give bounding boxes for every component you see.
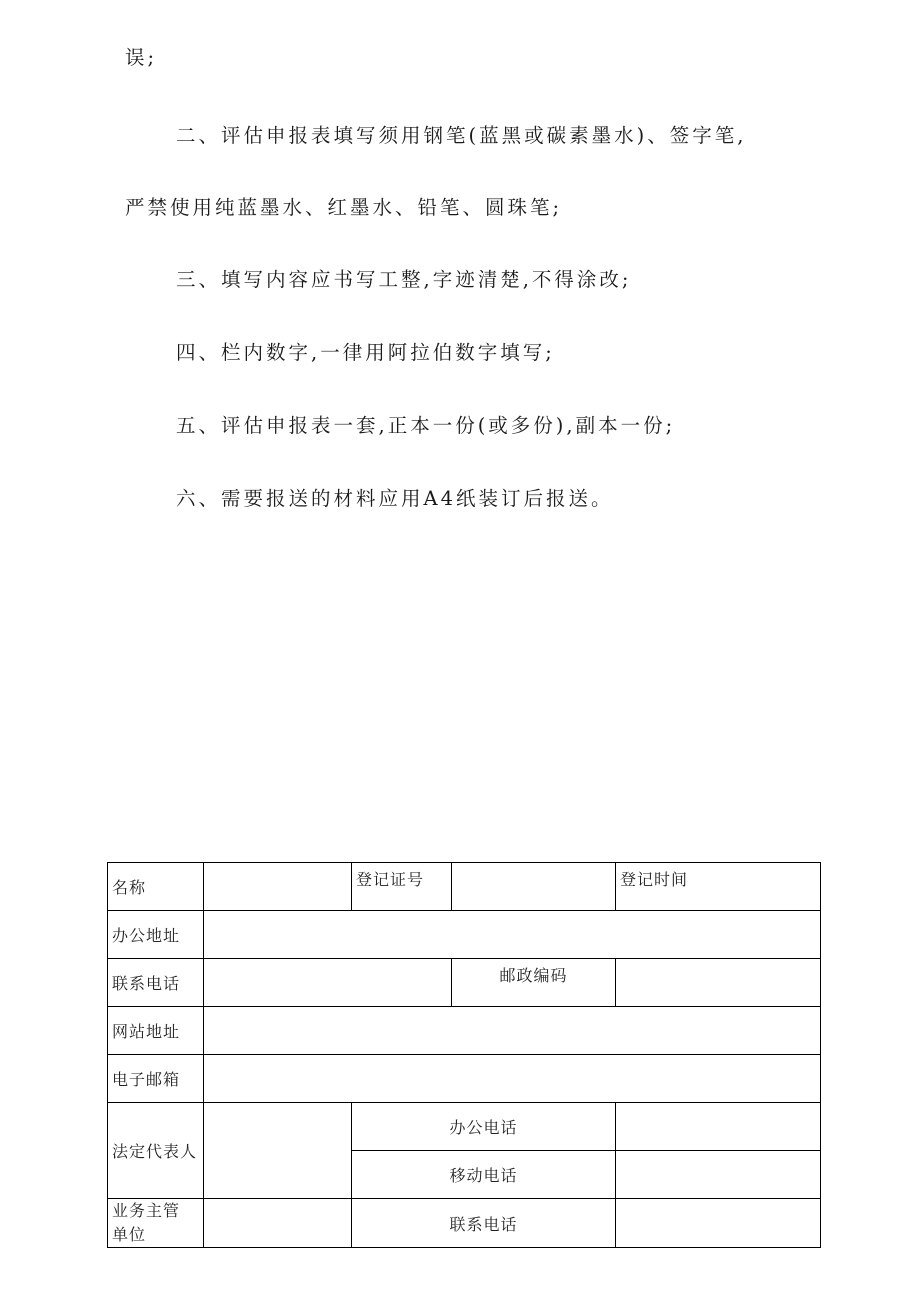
email-value[interactable] bbox=[204, 1055, 821, 1103]
instruction-item-2: 二、评估申报表填写须用钢笔(蓝黑或碳素墨水)、签字笔, bbox=[176, 124, 747, 147]
instruction-item-3: 三、填写内容应书写工整,字迹清楚,不得涂改; bbox=[176, 268, 632, 291]
form-row-email bbox=[108, 1055, 821, 1103]
form-row-contact bbox=[108, 959, 821, 1007]
supervisor-label bbox=[108, 1199, 204, 1248]
office-phone-label: 办公电话 bbox=[352, 1103, 616, 1151]
office-phone-value[interactable] bbox=[616, 1103, 821, 1151]
office-address-label: 办公地址 bbox=[108, 911, 204, 959]
registration-form-table bbox=[107, 862, 821, 1248]
contact-phone-value[interactable] bbox=[204, 959, 452, 1007]
instruction-item-6: 六、需要报送的材料应用A4纸装订后报送。 bbox=[176, 487, 614, 510]
supervisor-label-line-1: 业务主管 bbox=[112, 1201, 181, 1220]
supervisor-value[interactable] bbox=[204, 1199, 352, 1248]
legal-rep-value[interactable] bbox=[204, 1103, 352, 1199]
reg-time-label: 登记时间 bbox=[616, 863, 821, 911]
reg-no-value[interactable] bbox=[452, 863, 616, 911]
form-row-office-address bbox=[108, 911, 821, 959]
supervisor-label-line-2: 单位 bbox=[112, 1225, 147, 1244]
name-label: 名称 bbox=[108, 863, 204, 911]
contact-phone-label: 联系电话 bbox=[108, 959, 204, 1007]
form-row-supervisor bbox=[108, 1199, 821, 1248]
postal-code-label: 邮政编码 bbox=[452, 959, 616, 1007]
supervisor-contact-value[interactable] bbox=[616, 1199, 821, 1248]
instruction-line: 误; bbox=[125, 46, 158, 69]
legal-rep-label: 法定代表人 bbox=[108, 1103, 204, 1199]
form-row-name bbox=[108, 863, 821, 911]
instruction-item-5: 五、评估申报表一套,正本一份(或多份),副本一份; bbox=[176, 414, 676, 437]
mobile-phone-label: 移动电话 bbox=[352, 1151, 616, 1199]
name-value[interactable] bbox=[204, 863, 352, 911]
supervisor-contact-label: 联系电话 bbox=[352, 1199, 616, 1248]
office-address-value[interactable] bbox=[204, 911, 821, 959]
website-value[interactable] bbox=[204, 1007, 821, 1055]
reg-no-label: 登记证号 bbox=[352, 863, 452, 911]
website-label: 网站地址 bbox=[108, 1007, 204, 1055]
postal-code-value[interactable] bbox=[616, 959, 821, 1007]
email-label: 电子邮箱 bbox=[108, 1055, 204, 1103]
instruction-item-2-continued: 严禁使用纯蓝墨水、红墨水、铅笔、圆珠笔; bbox=[125, 196, 563, 219]
instruction-item-4: 四、栏内数字,一律用阿拉伯数字填写; bbox=[176, 341, 555, 364]
mobile-phone-value[interactable] bbox=[616, 1151, 821, 1199]
form-row-website bbox=[108, 1007, 821, 1055]
form-row-legal-rep bbox=[108, 1103, 821, 1151]
